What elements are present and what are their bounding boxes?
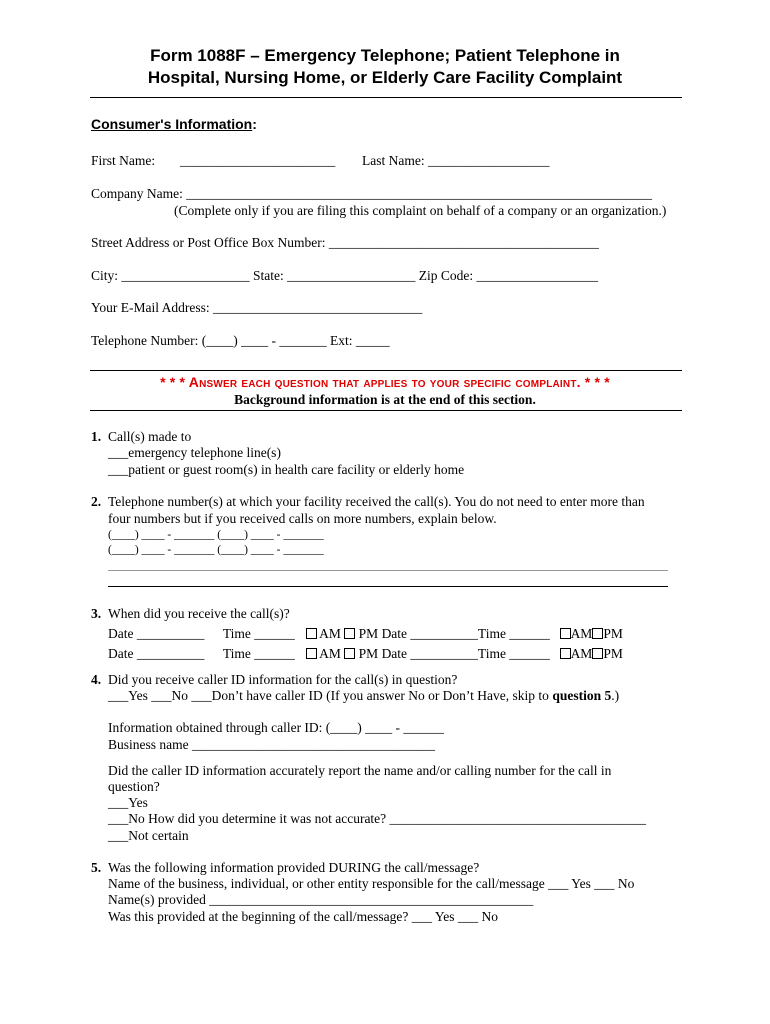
am-checkbox-2[interactable] xyxy=(560,648,571,659)
q1-option-patient-room[interactable]: ___patient or guest room(s) in health care facility or elderly home xyxy=(108,462,465,477)
q3-text: When did you receive the call(s)? xyxy=(108,606,290,621)
q4-options[interactable]: ___Yes ___No ___Don’t have caller ID (If you answer No or Don’t Have, skip to question 5.) xyxy=(108,688,620,703)
last-name-field[interactable]: Last Name: __________________ xyxy=(362,153,550,168)
time-field[interactable]: ______ xyxy=(254,626,295,641)
section-divider xyxy=(90,370,682,371)
q5-names-field[interactable]: Name(s) provided ________________________________________________ xyxy=(108,892,534,907)
form-title-line-2: Hospital, Nursing Home, or Elderly Care Facility Complaint xyxy=(147,68,623,87)
time-field[interactable]: ______ xyxy=(254,646,295,661)
q4-number: 4. xyxy=(91,672,102,687)
q1-option-emergency[interactable]: ___emergency telephone line(s) xyxy=(108,445,281,460)
am-label: AM xyxy=(319,646,341,661)
am-label-2: AM xyxy=(570,646,593,661)
title-divider xyxy=(90,97,682,98)
form-title-line-1: Form 1088F – Emergency Telephone; Patient Telephone in xyxy=(150,46,620,65)
q1-number: 1. xyxy=(91,429,102,444)
time-label: Time xyxy=(222,626,251,641)
am-checkbox[interactable] xyxy=(306,648,317,659)
q2-explain-line-2[interactable] xyxy=(108,586,668,587)
q4-accuracy-text-line-2: question? xyxy=(108,779,160,794)
q2-explain-line-1[interactable] xyxy=(108,570,668,571)
am-checkbox-2[interactable] xyxy=(560,628,571,639)
q4-accuracy-no[interactable]: ___No How did you determine it was not accurate? ______________________________________ xyxy=(108,811,647,826)
instruction-divider xyxy=(90,410,682,411)
first-name-field[interactable]: _______________________ xyxy=(180,153,336,168)
am-checkbox[interactable] xyxy=(306,628,317,639)
pm-label-2: PM xyxy=(603,646,623,661)
q2-phone-fields-row-1[interactable]: (____) ____ - _______ (____) ____ - _______ xyxy=(108,529,324,541)
pm-label: PM xyxy=(358,646,379,661)
q2-number: 2. xyxy=(91,494,102,509)
q3-number: 3. xyxy=(91,606,102,621)
date-label: Date xyxy=(108,646,134,661)
date-field[interactable]: __________ xyxy=(136,646,205,661)
date-field[interactable]: __________ xyxy=(136,626,205,641)
email-field[interactable]: Your E-Mail Address: _______________________________ xyxy=(91,300,423,315)
q4-accuracy-yes[interactable]: ___Yes xyxy=(108,795,148,810)
city-state-zip-field[interactable]: City: ___________________ State: ___________________ Zip Code: __________________ xyxy=(91,268,598,283)
q4-accuracy-not-certain[interactable]: ___Not certain xyxy=(108,828,189,843)
q3-row-2 xyxy=(108,646,623,662)
date-time-fields-2[interactable]: Date __________Time ______ xyxy=(381,626,550,641)
pm-checkbox[interactable] xyxy=(344,648,355,659)
q4-business-name-field[interactable]: Business name ____________________________________ xyxy=(108,737,435,752)
am-label: AM xyxy=(319,626,341,641)
q2-text-line-2: four numbers but if you received calls on more numbers, explain below. xyxy=(108,511,497,526)
date-label: Date xyxy=(108,626,134,641)
q5-beginning-question[interactable]: Was this provided at the beginning of the call/message? ___ Yes ___ No xyxy=(108,909,498,924)
instruction-banner: * * * Answer each question that applies to your specific complaint. * * * xyxy=(160,374,610,390)
date-time-fields-2[interactable]: Date __________Time ______ xyxy=(381,646,550,661)
pm-checkbox-2[interactable] xyxy=(592,648,603,659)
first-name-label: First Name: xyxy=(91,153,156,168)
q4-accuracy-text-line-1: Did the caller ID information accurately report the name and/or calling number for the call in xyxy=(108,763,612,778)
q5-text: Was the following information provided DURING the call/message? xyxy=(108,860,480,875)
q4-text: Did you receive caller ID information for the call(s) in question? xyxy=(108,672,458,687)
q2-phone-fields-row-2[interactable]: (____) ____ - _______ (____) ____ - _______ xyxy=(108,544,324,556)
background-note: Background information is at the end of this section. xyxy=(234,392,536,407)
q2-text-line-1: Telephone number(s) at which your facility received the call(s). You do not need to enter more than xyxy=(108,494,645,509)
pm-checkbox-2[interactable] xyxy=(592,628,603,639)
am-label-2: AM xyxy=(570,626,593,641)
q5-name-provided-question[interactable]: Name of the business, individual, or other entity responsible for the call/message ___ Yes ___ No xyxy=(108,876,635,891)
pm-label: PM xyxy=(358,626,379,641)
consumer-info-heading: Consumer's Information: xyxy=(91,116,257,132)
time-label: Time xyxy=(222,646,251,661)
pm-checkbox[interactable] xyxy=(344,628,355,639)
company-name-field[interactable]: Company Name: _____________________________________________________________________ xyxy=(91,186,652,201)
q4-info-obtained-field[interactable]: Information obtained through caller ID: (____) ____ - ______ xyxy=(108,720,444,735)
street-address-field[interactable]: Street Address or Post Office Box Number: ________________________________________ xyxy=(91,235,599,250)
telephone-field[interactable]: Telephone Number: (____) ____ - _______ Ext: _____ xyxy=(91,333,390,348)
q3-row-1 xyxy=(108,626,623,642)
q5-number: 5. xyxy=(91,860,102,875)
company-name-note: (Complete only if you are filing this complaint on behalf of a company or an organization.) xyxy=(174,203,667,218)
pm-label-2: PM xyxy=(603,626,623,641)
q1-text: Call(s) made to xyxy=(108,429,192,444)
